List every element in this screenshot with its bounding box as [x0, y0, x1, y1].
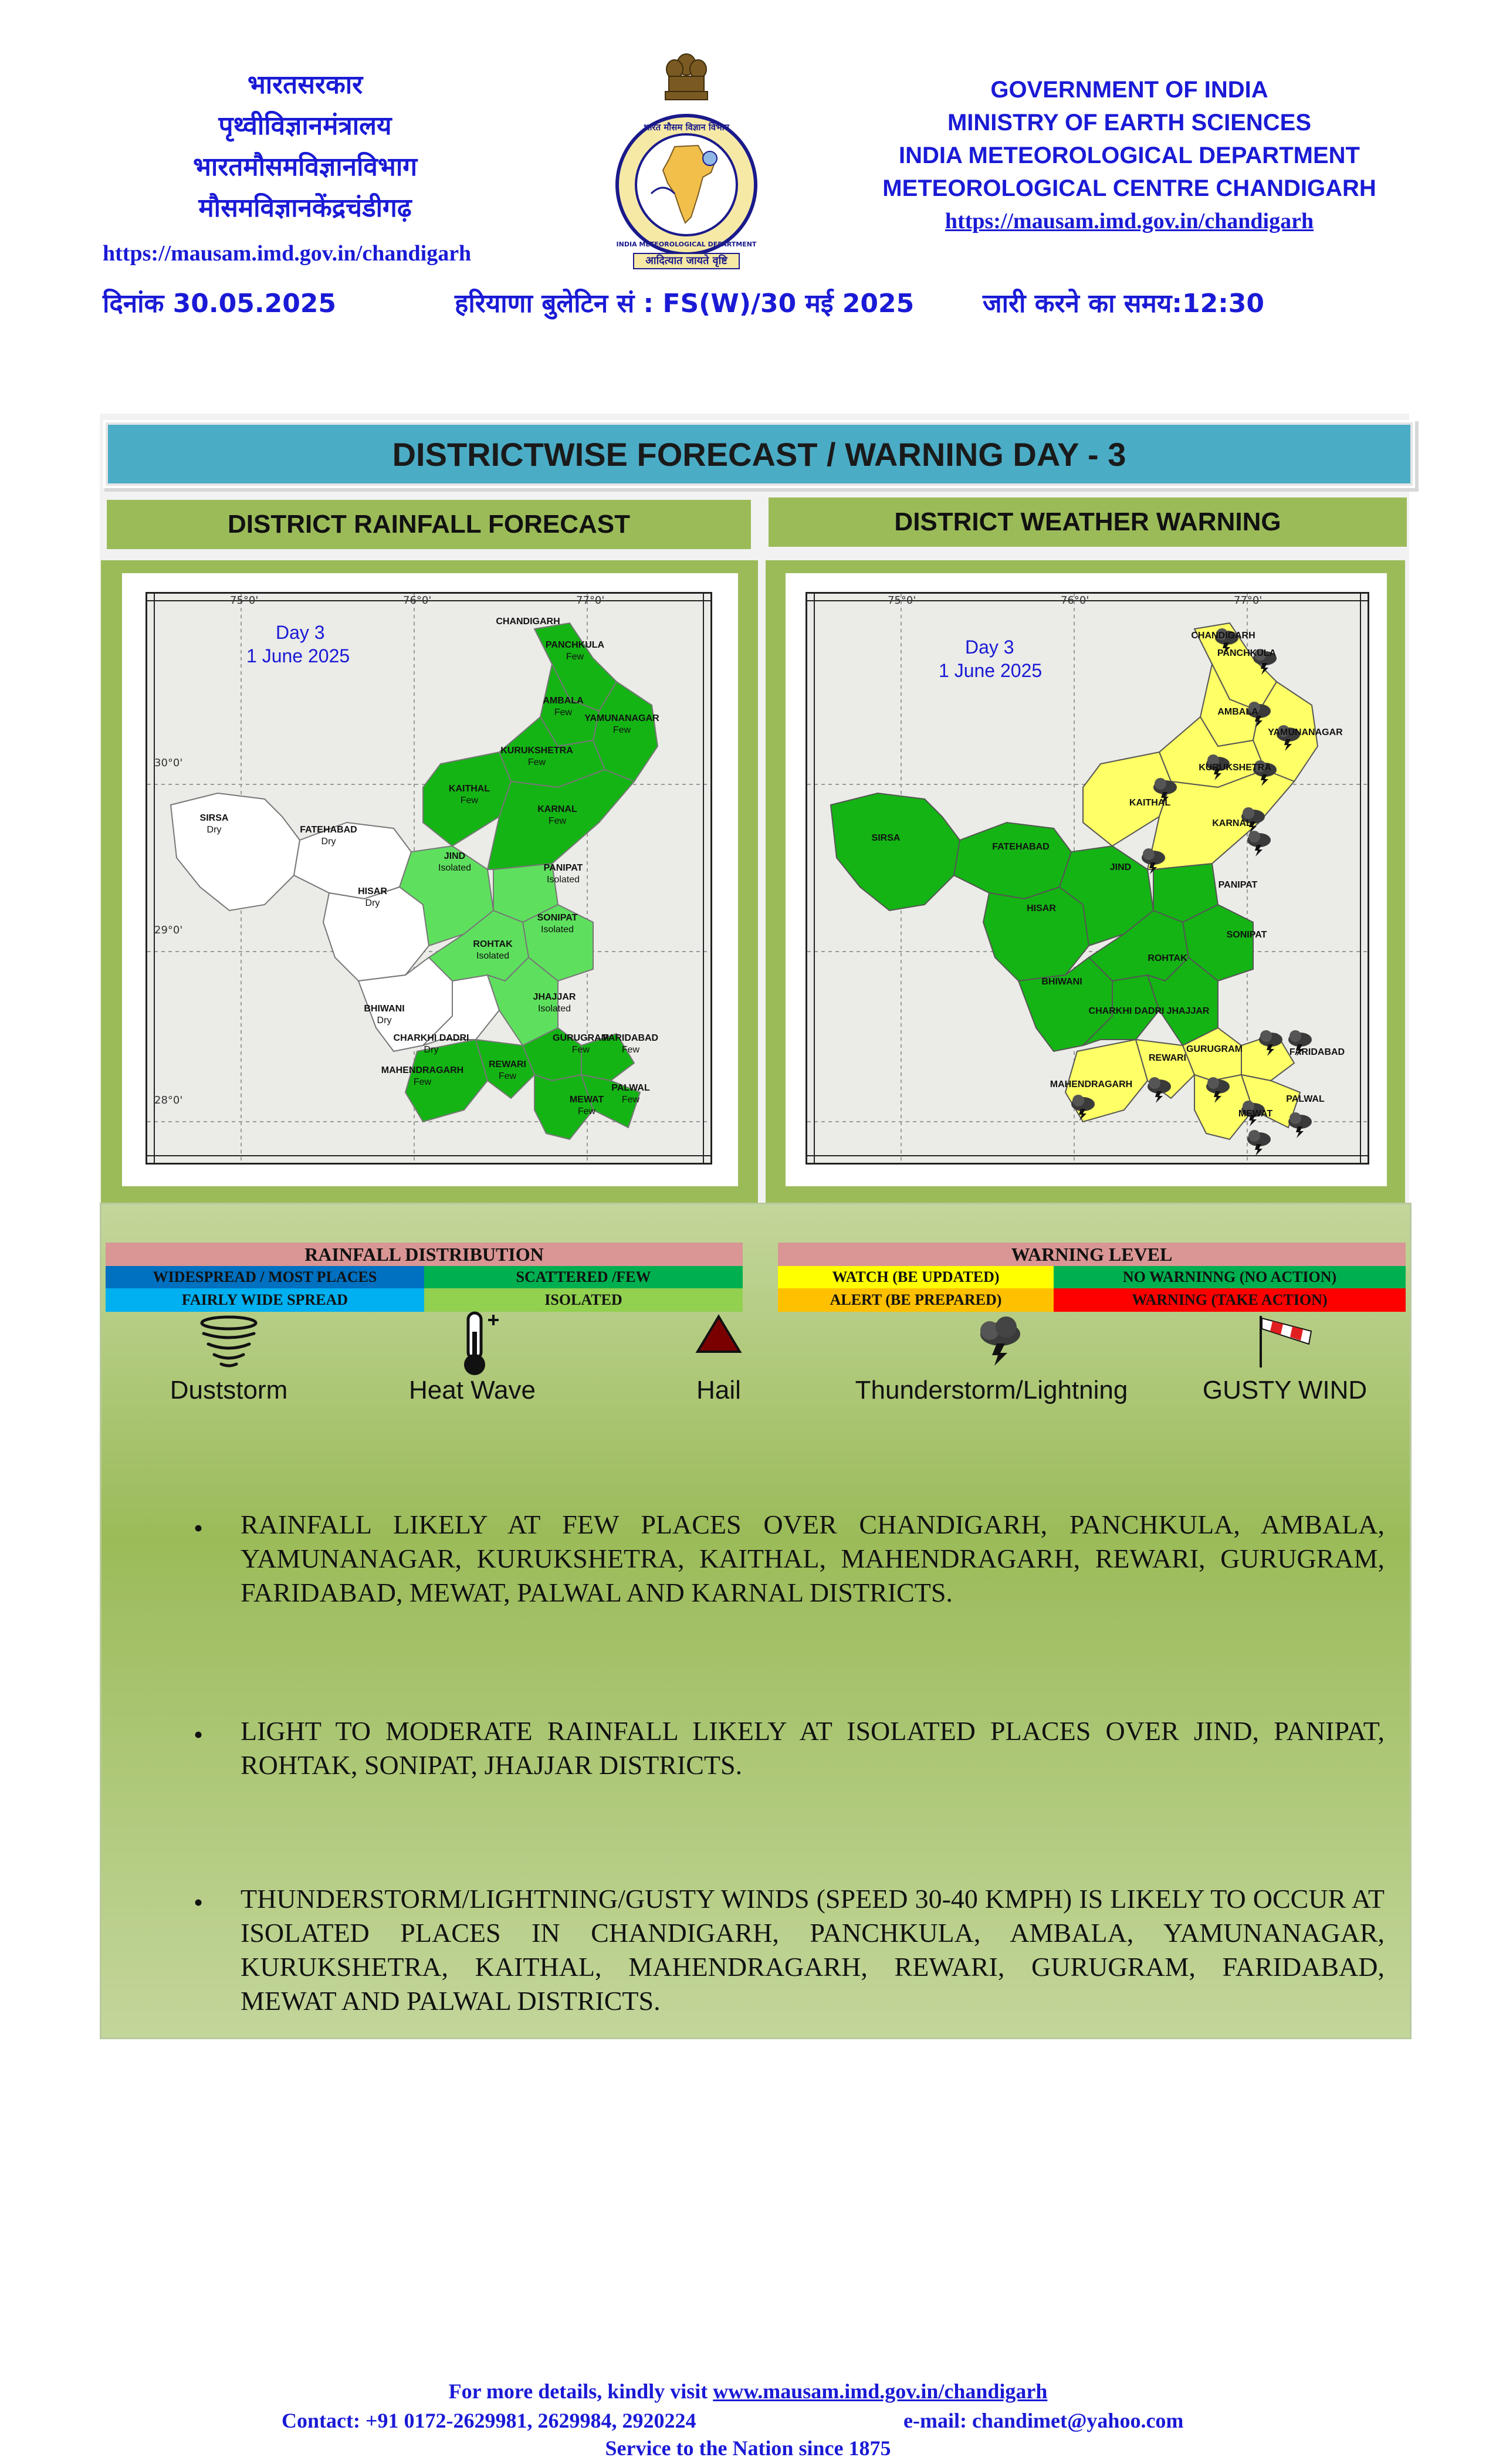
rainfall-map-panel	[101, 560, 758, 1203]
hindi-line-centre: मौसमविज्ञानकेंद्रचंडीगढ़	[198, 193, 412, 223]
warn-district-label: CHARKHI DADRI	[1088, 1006, 1165, 1016]
svg-text:भारत मौसम विज्ञान विभाग: भारत मौसम विज्ञान विभाग	[644, 122, 729, 133]
warn-district-label: MAHENDRAGARH	[1050, 1079, 1133, 1089]
hail-label: Hail	[696, 1376, 741, 1404]
warn-district-label: AMBALA	[1217, 707, 1258, 717]
warn-district-label: KAITHAL	[1129, 798, 1171, 808]
warn-hisar	[983, 887, 1089, 981]
warn-district-label: JHAJJAR	[1166, 1006, 1210, 1016]
english-line-department: INDIA METEOROLOGICAL DEPARTMENT	[899, 143, 1360, 168]
english-header-block	[821, 73, 1437, 238]
warn-district-label: BHIWANI	[1041, 977, 1082, 987]
bullet-marker-3: •	[194, 1887, 204, 1917]
svg-text:INDIA METEOROLOGICAL DEPARTMEN: INDIA METEOROLOGICAL DEPARTMENT	[616, 241, 757, 248]
duststorm-icon	[191, 1311, 267, 1370]
rain-district-label: PANCHKULA Few	[545, 640, 605, 662]
rain-district-label: REWARI Few	[489, 1060, 526, 1081]
windsock-icon	[1253, 1311, 1323, 1370]
hail-triangle-icon	[695, 1314, 742, 1355]
rain-district-label: HISAR Dry	[358, 886, 387, 908]
rain-district-label: MEWAT Few	[569, 1095, 604, 1116]
thunderstorm-label: Thunderstorm/Lightning	[855, 1376, 1128, 1404]
footer-visit-prefix: For more details, kindly visit	[448, 2380, 713, 2403]
bullet-marker-1: •	[194, 1513, 204, 1543]
rain-district-label: KAITHAL Few	[448, 784, 490, 805]
warning-map-area	[805, 592, 1369, 1165]
rain-district-label: KARNAL Few	[537, 804, 577, 826]
rain-lat-tick-29: 29°0'	[154, 924, 183, 936]
rain-district-label: AMBALA Few	[543, 696, 584, 717]
rain-map-date-label: 1 June 2025	[246, 645, 350, 666]
rain-district-label: KURUKSHETRA Few	[500, 746, 573, 767]
bullet-marker-2: •	[194, 1720, 204, 1749]
english-line-govt: GOVERNMENT OF INDIA	[990, 77, 1268, 103]
duststorm-label: Duststorm	[170, 1376, 288, 1404]
warn-district-label: ROHTAK	[1148, 953, 1187, 963]
warn-cell-warning: WARNING (TAKE ACTION)	[1054, 1288, 1406, 1312]
warn-fatehabad	[954, 823, 1071, 899]
warn-district-label: PALWAL	[1286, 1094, 1325, 1104]
gusty-wind-label: GUSTY WIND	[1202, 1376, 1368, 1404]
emblem-svg	[610, 47, 763, 270]
storm-marker-icon	[1247, 831, 1271, 857]
rain-district-label: FATEHABAD Dry	[300, 825, 357, 847]
rain-table-title: RAINFALL DISTRIBUTION	[106, 1243, 743, 1266]
panel-title: DISTRICTWISE FORECAST / WARNING DAY - 3	[106, 422, 1413, 486]
rain-cell-fairly-wide: FAIRLY WIDE SPREAD	[106, 1288, 424, 1312]
rain-district-label: SONIPAT Isolated	[537, 913, 578, 935]
footer-email[interactable]: e-mail: chandimet@yahoo.com	[903, 2409, 1184, 2432]
warning-map-panel	[766, 560, 1405, 1203]
imd-logo	[610, 47, 763, 270]
footer-contact: Contact: +91 0172-2629981, 2629984, 2920224	[282, 2409, 696, 2432]
warn-table-title: WARNING LEVEL	[778, 1243, 1406, 1266]
rain-map-day-label: Day 3	[276, 622, 325, 643]
thermometer-icon	[452, 1308, 505, 1379]
warn-district-label: PANIPAT	[1218, 880, 1258, 890]
warn-district-label: GURUGRAM	[1186, 1044, 1243, 1054]
warn-sirsa	[831, 793, 960, 911]
warn-lon-tick-75: 75°0'	[888, 594, 916, 607]
warn-district-label: SIRSA	[871, 833, 901, 843]
warn-lon-tick-76: 76°0'	[1061, 594, 1089, 607]
hindi-line-govt: भारतसरकार	[247, 70, 363, 100]
rain-district-label: CHARKHI DADRI Dry	[393, 1033, 469, 1055]
bullet-thunderstorm: THUNDERSTORM/LIGHTNING/GUSTY WINDS (SPEED 30-40 KMPH) IS LIKELY TO OCCUR AT ISOLATED PLACES IN CHANDIGARH, PANCHKULA, AMBALA, YAMUNANAGAR, KURUKSHETRA, KAITHAL, MAHENDRAGARH, REWARI, GURUGRAM, FARIDABAD, MEWAT AND PALWAL DISTRICTS.	[241, 1884, 1385, 2016]
rain-district-label: FARIDABAD Few	[603, 1033, 659, 1055]
footer-visit-link[interactable]: www.mausam.imd.gov.in/chandigarh	[713, 2380, 1048, 2403]
english-line-centre: METEOROLOGICAL CENTRE CHANDIGARH	[882, 175, 1376, 201]
left-website-link[interactable]: https://mausam.imd.gov.in/chandigarh	[103, 241, 472, 266]
hindi-line-department: भारतमौसमविज्ञानविभाग	[192, 152, 417, 182]
rain-district-label: PANIPAT Isolated	[543, 863, 583, 885]
bulletin-issue-time: जारी करने का समय:12:30	[983, 289, 1265, 319]
bulletin-date: दिनांक 30.05.2025	[103, 289, 337, 319]
warn-district-label: HISAR	[1027, 903, 1056, 913]
rain-lon-tick-76: 76°0'	[403, 594, 432, 607]
rain-district-label: JHAJJAR Isolated	[533, 992, 576, 1014]
rain-district-label: MAHENDRAGARH Few	[381, 1065, 464, 1087]
rain-cell-scattered: SCATTERED /FEW	[424, 1266, 743, 1288]
rain-district-label: ROHTAK Isolated	[473, 939, 513, 961]
warn-district-label: PANCHKULA	[1217, 648, 1277, 658]
sirsa-district	[171, 793, 300, 911]
english-line-ministry: MINISTRY OF EARTH SCIENCES	[947, 110, 1312, 136]
hindi-line-ministry: पृथ्वीविज्ञानमंत्रालय	[218, 111, 392, 141]
warn-map-day-label: Day 3	[965, 637, 1014, 658]
warn-cell-no-warning: NO WARNINNG (NO ACTION)	[1054, 1266, 1406, 1288]
warn-district-label: REWARI	[1149, 1053, 1186, 1063]
rain-lon-tick-75: 75°0'	[230, 594, 259, 607]
storm-marker-icon	[1288, 1112, 1312, 1138]
bullet-rainfall-few: RAINFALL LIKELY AT FEW PLACES OVER CHANDIGARH, PANCHKULA, AMBALA, YAMUNANAGAR, KURUKSHETRA, KAITHAL, MAHENDRAGARH, REWARI, GURUGRAM, FARIDABAD, MEWAT, PALWAL AND KARNAL DISTRICTS.	[241, 1509, 1385, 1607]
warn-cell-watch: WATCH (BE UPDATED)	[778, 1266, 1054, 1288]
warn-district-label: FARIDABAD	[1289, 1047, 1345, 1057]
rain-lat-tick-30: 30°0'	[154, 757, 183, 769]
heat-wave-label: Heat Wave	[408, 1376, 536, 1404]
rain-lon-tick-77: 77°0'	[576, 594, 605, 607]
bulletin-number: हरियाणा बुलेटिन सं : FS(W)/30 मई 2025	[455, 289, 915, 319]
hindi-header-block	[153, 65, 458, 229]
rain-district-label: PALWAL Few	[611, 1083, 650, 1105]
warn-map-date-label: 1 June 2025	[939, 660, 1043, 681]
rainfall-forecast-heading: DISTRICT RAINFALL FORECAST	[107, 500, 751, 549]
rainfall-distribution-table	[106, 1243, 743, 1312]
footer-tagline: Service to the Nation since 1875	[605, 2436, 891, 2460]
warn-district-label: SONIPAT	[1226, 930, 1267, 940]
rain-district-label: YAMUNANAGAR Few	[584, 713, 659, 735]
rain-district-label: JIND Isolated	[438, 851, 472, 873]
warn-cell-alert: ALERT (BE PREPARED)	[778, 1288, 1054, 1312]
warn-district-label: YAMUNANAGAR	[1268, 727, 1343, 737]
warn-district-label: MEWAT	[1238, 1109, 1273, 1119]
logo-motto: आदित्यात जायते वृष्टि	[645, 255, 727, 267]
warning-map-svg	[807, 594, 1368, 1163]
rain-cell-isolated: ISOLATED	[424, 1288, 743, 1312]
rain-district-label: CHANDIGARH	[496, 617, 560, 627]
rain-cell-widespread: WIDESPREAD / MOST PLACES	[106, 1266, 424, 1288]
rain-district-label: GURUGRAM Few	[553, 1033, 609, 1055]
warning-level-table	[778, 1243, 1406, 1312]
rain-district-label: SIRSA Dry	[199, 813, 229, 835]
rain-district-label: BHIWANI Dry	[364, 1004, 405, 1025]
bullet-rainfall-isolated: LIGHT TO MODERATE RAINFALL LIKELY AT ISOLATED PLACES OVER JIND, PANIPAT, ROHTAK, SONIPAT, JHAJJAR DISTRICTS.	[241, 1716, 1385, 1780]
warn-district-label: JIND	[1109, 862, 1132, 872]
warn-district-label: CHANDIGARH	[1191, 631, 1255, 641]
right-website-link[interactable]: https://mausam.imd.gov.in/chandigarh	[945, 209, 1314, 233]
thunderstorm-cloud-icon	[971, 1314, 1030, 1367]
warn-lon-tick-77: 77°0'	[1234, 594, 1263, 607]
weather-warning-heading: DISTRICT WEATHER WARNING	[769, 497, 1407, 547]
footer-visit-line	[0, 2379, 1496, 2404]
warn-district-label: FATEHABAD	[992, 842, 1050, 852]
warn-district-label: KARNAL	[1212, 818, 1252, 828]
rain-lat-tick-28: 28°0'	[154, 1094, 183, 1106]
storm-marker-icon	[1247, 1130, 1271, 1156]
warn-district-label: KURUKSHETRA	[1199, 763, 1271, 773]
